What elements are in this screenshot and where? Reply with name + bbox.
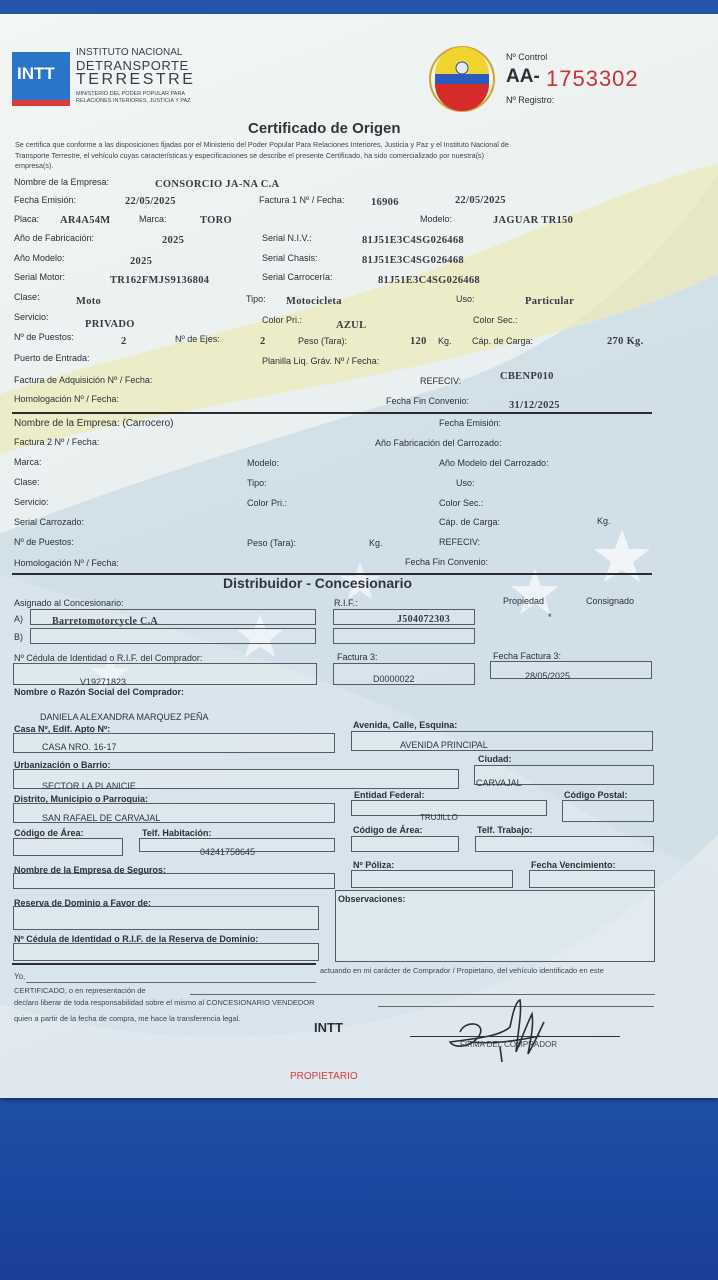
propietario-label: PROPIETARIO	[290, 1071, 358, 1082]
distribuidor-title: Distribuidor - Concesionario	[223, 575, 413, 591]
carga-value: 270 Kg.	[607, 336, 644, 347]
peso-value: 120	[410, 336, 427, 347]
servicio-value: PRIVADO	[85, 319, 135, 330]
concesionario-b-field[interactable]	[30, 628, 316, 644]
concesionario-b-rif-field[interactable]	[333, 628, 475, 644]
carrocero-carga-unit: Kg.	[597, 516, 611, 526]
factura1-label: Factura 1 Nº / Fecha:	[259, 195, 345, 205]
intro-line-1: Se certifica que conforme a las disposiciones fijadas por el Ministerio del Poder Popular Para Relaciones Interiores, Justicia y Paz y el Instituto Nacional de	[15, 140, 509, 149]
carrocero-refeciv-label: REFECIV:	[439, 537, 481, 547]
avenida-value: AVENIDA PRINCIPAL	[400, 740, 488, 750]
intro-line-2: Transporte Terrestre, el vehículo cuyas características y especificaciones se describe el presente Certificado, ha sido comercializado por nuestra(s)	[15, 151, 484, 160]
factura3-label: Factura 3:	[337, 652, 378, 662]
puestos-value: 2	[121, 336, 127, 347]
cedula-comprador-value: V19271823	[80, 677, 127, 687]
color-pri-label: Color Pri.:	[262, 315, 303, 325]
empresa-label: Nombre de la Empresa:	[14, 177, 110, 187]
factura3-value: D0000022	[373, 674, 415, 684]
certificate-title: Certificado de Origen	[248, 120, 401, 137]
modelo-value: JAGUAR TR150	[493, 215, 574, 226]
carrocero-uso-label: Uso:	[456, 478, 475, 488]
carrocero-peso-label: Peso (Tara):	[247, 538, 297, 548]
control-label: Nº Control	[506, 52, 548, 62]
placa-value: AR4A54M	[60, 215, 111, 226]
consignado-label: Consignado	[586, 596, 635, 606]
anio-fab-value: 2025	[162, 235, 185, 246]
national-seal-icon	[427, 44, 497, 114]
section-divider-1	[12, 412, 652, 414]
entidad-label: Entidad Federal:	[354, 790, 425, 800]
control-prefix: AA-	[506, 66, 540, 87]
carrocero-clase-label: Clase:	[14, 477, 40, 487]
concesionario-b-label: B)	[14, 632, 23, 642]
cedula-reserva-label: Nº Cédula de Identidad o R.I.F. de la Reserva de Dominio:	[14, 934, 259, 944]
ejes-value: 2	[260, 336, 266, 347]
avenida-label: Avenida, Calle, Esquina:	[353, 720, 458, 730]
fecha-factura3-field[interactable]	[490, 661, 652, 679]
tel-trab-label: Telf. Trabajo:	[477, 825, 533, 835]
carrocero-anio-fab-label: Año Fabricación del Carrozado:	[375, 438, 502, 448]
factura-adq-label: Factura de Adquisición Nº / Fecha:	[14, 375, 153, 385]
footer-intt: INTT	[314, 1020, 343, 1035]
planilla-label: Planilla Liq. Gráv. Nº / Fecha:	[262, 356, 380, 366]
carrocero-color-pri-label: Color Pri.:	[247, 498, 288, 508]
carrocero-tipo-label: Tipo:	[247, 478, 267, 488]
area2-field[interactable]	[351, 836, 459, 852]
tel-hab-label: Telf. Habitación:	[142, 828, 212, 838]
area-label: Código de Área:	[14, 828, 84, 838]
uso-value: Particular	[525, 296, 575, 307]
declaration-line-2: CERTIFICADO, o en representación de	[14, 986, 146, 995]
peso-label: Peso (Tara):	[298, 336, 348, 346]
area2-label: Código de Área:	[353, 825, 423, 835]
anio-fab-label: Año de Fabricación:	[14, 233, 95, 243]
nombre-comprador-value: DANIELA ALEXANDRA MARQUEZ PEÑA	[40, 712, 209, 722]
carrocero-empresa-label: Nombre de la Empresa: (Carrocero)	[14, 418, 174, 429]
vencimiento-label: Fecha Vencimiento:	[531, 860, 616, 870]
tipo-label: Tipo:	[246, 294, 266, 304]
concesionario-a-value: Barretomotorcycle C.A	[52, 616, 158, 627]
carrocero-marca-label: Marca:	[14, 457, 42, 467]
ministry-line-1: MINISTERIO DEL PODER POPULAR PARA	[76, 91, 186, 97]
uso-label: Uso:	[456, 294, 475, 304]
niv-value: 81J51E3C4SG026468	[362, 235, 464, 246]
clase-label: Clase:	[14, 292, 40, 302]
motor-value: TR162FMJS9136804	[110, 275, 210, 286]
urbanizacion-label: Urbanización o Barrio:	[14, 760, 111, 770]
cedula-comprador-label: Nº Cédula de Identidad o R.I.F. del Comprador:	[14, 653, 203, 663]
fecha-emision-value: 22/05/2025	[125, 196, 176, 207]
fin-convenio-value: 31/12/2025	[509, 400, 560, 411]
concesionario-a-label: A)	[14, 614, 23, 624]
chasis-value: 81J51E3C4SG026468	[362, 255, 464, 266]
concesionario-a-rif: J504072303	[397, 614, 450, 625]
marca-label: Marca:	[139, 214, 167, 224]
servicio-label: Servicio:	[14, 312, 49, 322]
section-divider-3	[12, 963, 316, 965]
urbanizacion-value: SECTOR LA PLANICIE	[42, 781, 136, 791]
propiedad-mark: *	[548, 612, 552, 622]
placa-label: Placa:	[14, 214, 40, 224]
niv-label: Serial N.I.V.:	[262, 233, 312, 243]
postal-field[interactable]	[562, 800, 654, 822]
cedula-reserva-field[interactable]	[13, 943, 319, 961]
intt-logo-text: INTT	[17, 64, 55, 83]
carrocero-carga-label: Cáp. de Carga:	[439, 517, 501, 527]
color-sec-label: Color Sec.:	[473, 315, 518, 325]
anio-modelo-value: 2025	[130, 256, 153, 267]
puestos-label: Nº de Puestos:	[14, 332, 74, 342]
area-field[interactable]	[13, 838, 123, 856]
vencimiento-field[interactable]	[529, 870, 655, 888]
declaration-line-3: declaro liberar de toda responsabilidad sobre el mismo al CONCESIONARIO VENDEDOR	[14, 998, 315, 1007]
declaration-name-line	[26, 982, 316, 983]
observaciones-label: Observaciones:	[338, 894, 406, 904]
declaration-yo: Yo,	[14, 972, 26, 981]
factura2-label: Factura 2 Nº / Fecha:	[14, 437, 100, 447]
certificate-document	[0, 14, 718, 1098]
institute-line-1: INSTITUTO NACIONAL	[76, 47, 183, 58]
carroceria-value: 81J51E3C4SG026468	[378, 275, 480, 286]
serial-carrozado-label: Serial Carrozado:	[14, 517, 85, 527]
propiedad-label: Propiedad	[503, 596, 545, 606]
reserva-label: Reserva de Dominio a Favor de:	[14, 898, 152, 908]
tel-trab-field[interactable]	[475, 836, 654, 852]
buyer-signature	[440, 992, 560, 1072]
registro-label: Nº Registro:	[506, 95, 555, 105]
clase-value: Moto	[76, 296, 102, 307]
homologacion-label: Homologación Nº / Fecha:	[14, 394, 119, 404]
modelo-label: Modelo:	[420, 214, 453, 224]
ministry-line-2: RELACIONES INTERIORES, JUSTICIA Y PAZ	[76, 98, 191, 104]
poliza-field[interactable]	[351, 870, 513, 888]
background-surface	[0, 1095, 718, 1280]
rif-label: R.I.F.:	[334, 598, 358, 608]
fecha-emision-label: Fecha Emisión:	[14, 195, 77, 205]
factura1-date: 22/05/2025	[455, 195, 506, 206]
carroceria-label: Serial Carrocería:	[262, 272, 333, 282]
puerto-label: Puerto de Entrada:	[14, 353, 90, 363]
carrocero-fin-convenio-label: Fecha Fin Convenio:	[405, 557, 489, 567]
institute-line-3: TERRESTRE	[76, 71, 196, 88]
carrocero-peso-unit: Kg.	[369, 538, 383, 548]
declaration-line-4: quien a partir de la fecha de compra, me hace la transferencia legal.	[14, 1014, 241, 1023]
reserva-field[interactable]	[13, 906, 319, 930]
ciudad-label: Ciudad:	[478, 754, 512, 764]
carrocero-modelo-label: Modelo:	[247, 458, 280, 468]
entidad-value: TRUJILLO	[420, 813, 458, 822]
control-number: 1753302	[546, 66, 639, 91]
carrocero-servicio-label: Servicio:	[14, 497, 49, 507]
carrocero-puestos-label: Nº de Puestos:	[14, 537, 74, 547]
fecha-factura3-value: 28/05/2025	[525, 671, 571, 681]
motor-label: Serial Motor:	[14, 272, 66, 282]
signature-line	[410, 1036, 620, 1037]
peso-unit: Kg.	[438, 336, 452, 346]
marca-value: TORO	[200, 215, 232, 226]
asignado-label: Asignado al Concesionario:	[14, 598, 124, 608]
firma-label: FIRMA DEL COMPRADOR	[460, 1040, 558, 1049]
distrito-label: Distrito, Municipio o Parroquia:	[14, 794, 149, 804]
color-pri-value: AZUL	[336, 320, 367, 331]
nombre-comprador-label: Nombre o Razón Social del Comprador:	[14, 687, 185, 697]
casa-value: CASA NRO. 16-17	[42, 742, 117, 752]
seguros-field[interactable]	[13, 873, 335, 889]
poliza-label: Nº Póliza:	[353, 860, 395, 870]
carrocero-homologacion-label: Homologación Nº / Fecha:	[14, 558, 119, 568]
institute-line-2: DETRANSPORTE	[76, 58, 189, 73]
carrocero-fecha-emision-label: Fecha Emisión:	[439, 418, 502, 428]
cedula-comprador-field[interactable]	[13, 663, 317, 685]
intro-line-3: empresa(s).	[15, 161, 54, 170]
empresa-value: CONSORCIO JA-NA C.A	[155, 179, 280, 190]
tel-hab-value: 04241758645	[200, 847, 256, 857]
declaration-representation-line	[190, 994, 655, 995]
carrocero-anio-modelo-label: Año Modelo del Carrozado:	[439, 458, 549, 468]
factura1-number: 16906	[371, 197, 399, 208]
postal-label: Código Postal:	[564, 790, 628, 800]
seguros-label: Nombre de la Empresa de Seguros:	[14, 865, 167, 875]
refeciv-label: REFECIV:	[420, 376, 462, 386]
fecha-factura3-label: Fecha Factura 3:	[493, 651, 562, 661]
carga-label: Cáp. de Carga:	[472, 336, 534, 346]
ejes-label: Nº de Ejes:	[175, 334, 220, 344]
anio-modelo-label: Año Modelo:	[14, 253, 65, 263]
ciudad-value: CARVAJAL	[476, 778, 522, 788]
casa-label: Casa Nº, Edif. Apto Nº:	[14, 724, 111, 734]
refeciv-value: CBENP010	[500, 371, 554, 382]
tipo-value: Motocicleta	[286, 296, 342, 307]
carrocero-color-sec-label: Color Sec.:	[439, 498, 484, 508]
fin-convenio-label: Fecha Fin Convenio:	[386, 396, 470, 406]
distrito-value: SAN RAFAEL DE CARVAJAL	[42, 813, 161, 823]
declaration-actuando: actuando en mi carácter de Comprador / Propietario, del vehículo identificado en este	[320, 966, 604, 975]
chasis-label: Serial Chasis:	[262, 253, 318, 263]
avenida-field[interactable]	[351, 731, 653, 751]
